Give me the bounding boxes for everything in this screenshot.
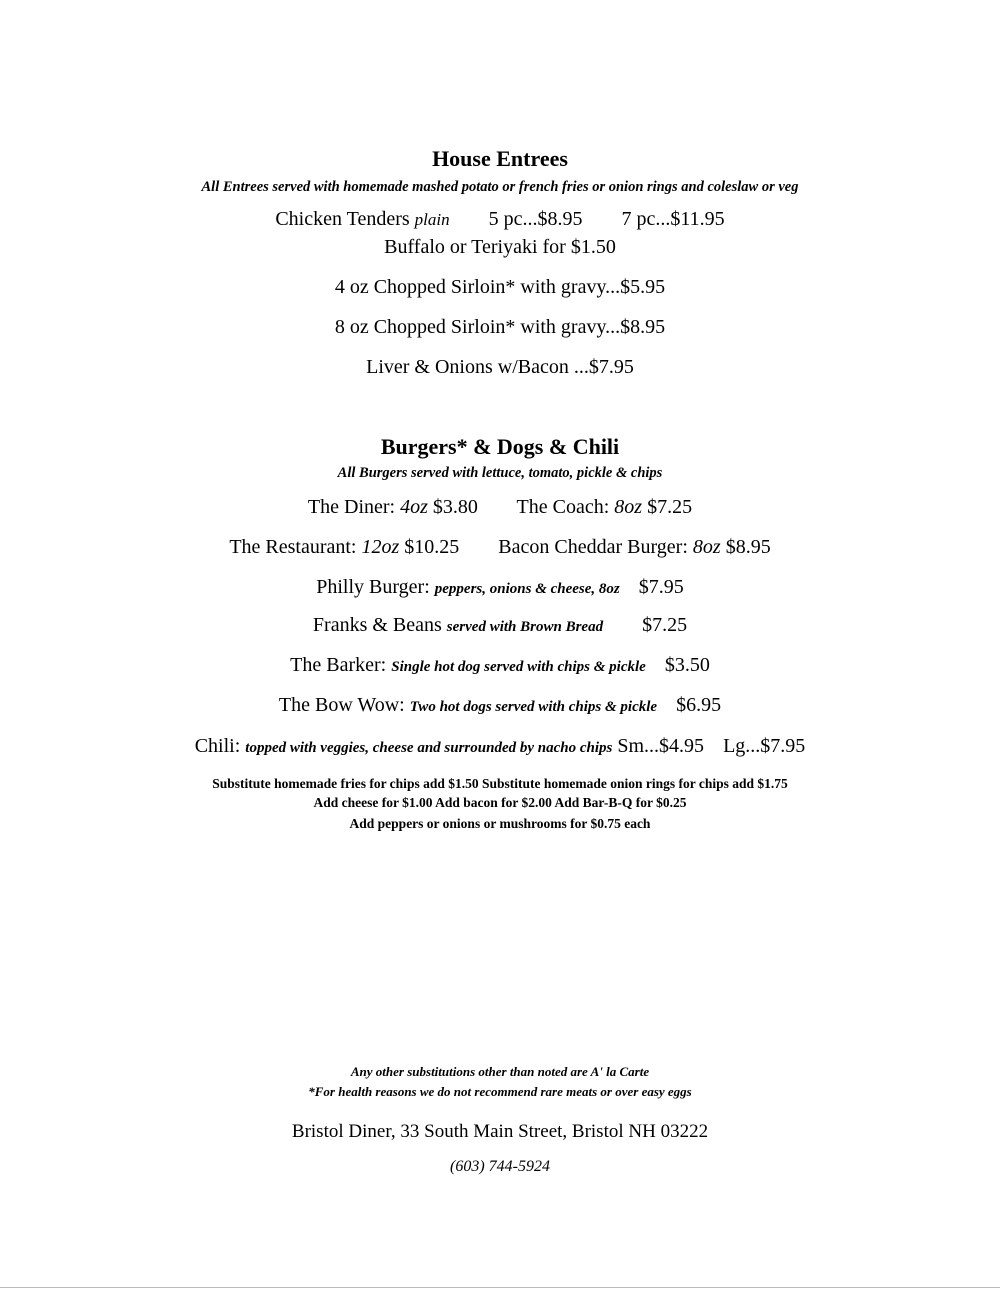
burgers-heading: Burgers* & Dogs & Chili — [380, 434, 620, 459]
page-bottom-rule — [0, 1287, 1000, 1288]
sirloin-8oz-item: 8 oz Chopped Sirloin* with gravy...$8.95 — [334, 316, 666, 338]
item-price: 7 pc...$11.95 — [621, 208, 725, 230]
liver-onions-item: Liver & Onions w/Bacon ...$7.95 — [366, 356, 634, 378]
franks-beans-row — [0, 614, 1000, 637]
item-desc: served with Brown Bread — [446, 619, 604, 635]
house-entrees-subtitle: All Entrees served with homemade mashed potato or french fries or onion rings and coleslaw or veg — [201, 179, 799, 195]
item-price: Lg...$7.95 — [723, 735, 806, 757]
tenders-extra: Buffalo or Teriyaki for $1.50 — [384, 236, 616, 258]
item-name: The Coach: — [516, 496, 610, 518]
substitutions-note: Any other substitutions other than noted are A' la Carte — [350, 1064, 650, 1079]
health-note: *For health reasons we do not recommend rare meats or over easy eggs — [308, 1084, 692, 1099]
item-note: plain — [414, 210, 450, 229]
sirloin-4oz-item: 4 oz Chopped Sirloin* with gravy...$5.95 — [334, 276, 666, 298]
item-size: 12oz — [361, 536, 400, 558]
item-name: Chicken Tenders — [275, 208, 410, 230]
burgers-subtitle: All Burgers served with lettuce, tomato, pickle & chips — [337, 465, 663, 481]
item-price: $6.95 — [676, 694, 722, 716]
item-desc: peppers, onions & cheese, 8oz — [434, 581, 620, 597]
item-price: $8.95 — [725, 536, 771, 558]
item-size: 8oz — [614, 496, 643, 518]
address: Bristol Diner, 33 South Main Street, Bristol NH 03222 — [291, 1121, 709, 1142]
diner-coach-row — [0, 496, 1000, 519]
substitute-line: Substitute homemade fries for chips add $1.50 Substitute homemade onion rings for chips add $1.75 — [212, 776, 788, 791]
chicken-tenders-item — [0, 208, 1000, 231]
item-name: The Restaurant: — [229, 536, 357, 558]
item-desc: Single hot dog served with chips & pickle — [391, 659, 646, 675]
item-name: Bacon Cheddar Burger: — [498, 536, 688, 558]
barker-row — [0, 654, 1000, 677]
item-price: 5 pc...$8.95 — [488, 208, 583, 230]
phone: (603) 744-5924 — [450, 1158, 550, 1175]
item-price: $7.25 — [647, 496, 693, 518]
item-desc: topped with veggies, cheese and surrounded by nacho chips — [245, 740, 613, 756]
item-price: $10.25 — [404, 536, 460, 558]
item-size: 8oz — [692, 536, 721, 558]
item-size: 4oz — [400, 496, 428, 518]
item-desc: Two hot dogs served with chips & pickle — [409, 699, 658, 715]
item-name: Franks & Beans — [312, 614, 442, 636]
restaurant-bacon-row — [0, 536, 1000, 559]
item-price: $3.80 — [432, 496, 478, 518]
house-entrees-heading: House Entrees — [432, 146, 568, 171]
philly-burger-row — [0, 576, 1000, 599]
item-name: The Barker: — [290, 654, 387, 676]
item-name: Chili: — [194, 735, 241, 757]
item-price: $7.25 — [642, 614, 688, 636]
item-price: $3.50 — [664, 654, 710, 676]
item-price: Sm...$4.95 — [617, 735, 705, 757]
item-price: $7.95 — [638, 576, 684, 598]
chili-row — [0, 735, 1000, 758]
add-veggies-line: Add peppers or onions or mushrooms for $0.75 each — [349, 816, 651, 831]
item-name: The Bow Wow: — [278, 694, 405, 716]
item-name: The Diner: — [307, 496, 396, 518]
add-ons-line: Add cheese for $1.00 Add bacon for $2.00 Add Bar-B-Q for $0.25 — [313, 795, 687, 810]
bow-wow-row — [0, 694, 1000, 717]
item-name: Philly Burger: — [316, 576, 430, 598]
